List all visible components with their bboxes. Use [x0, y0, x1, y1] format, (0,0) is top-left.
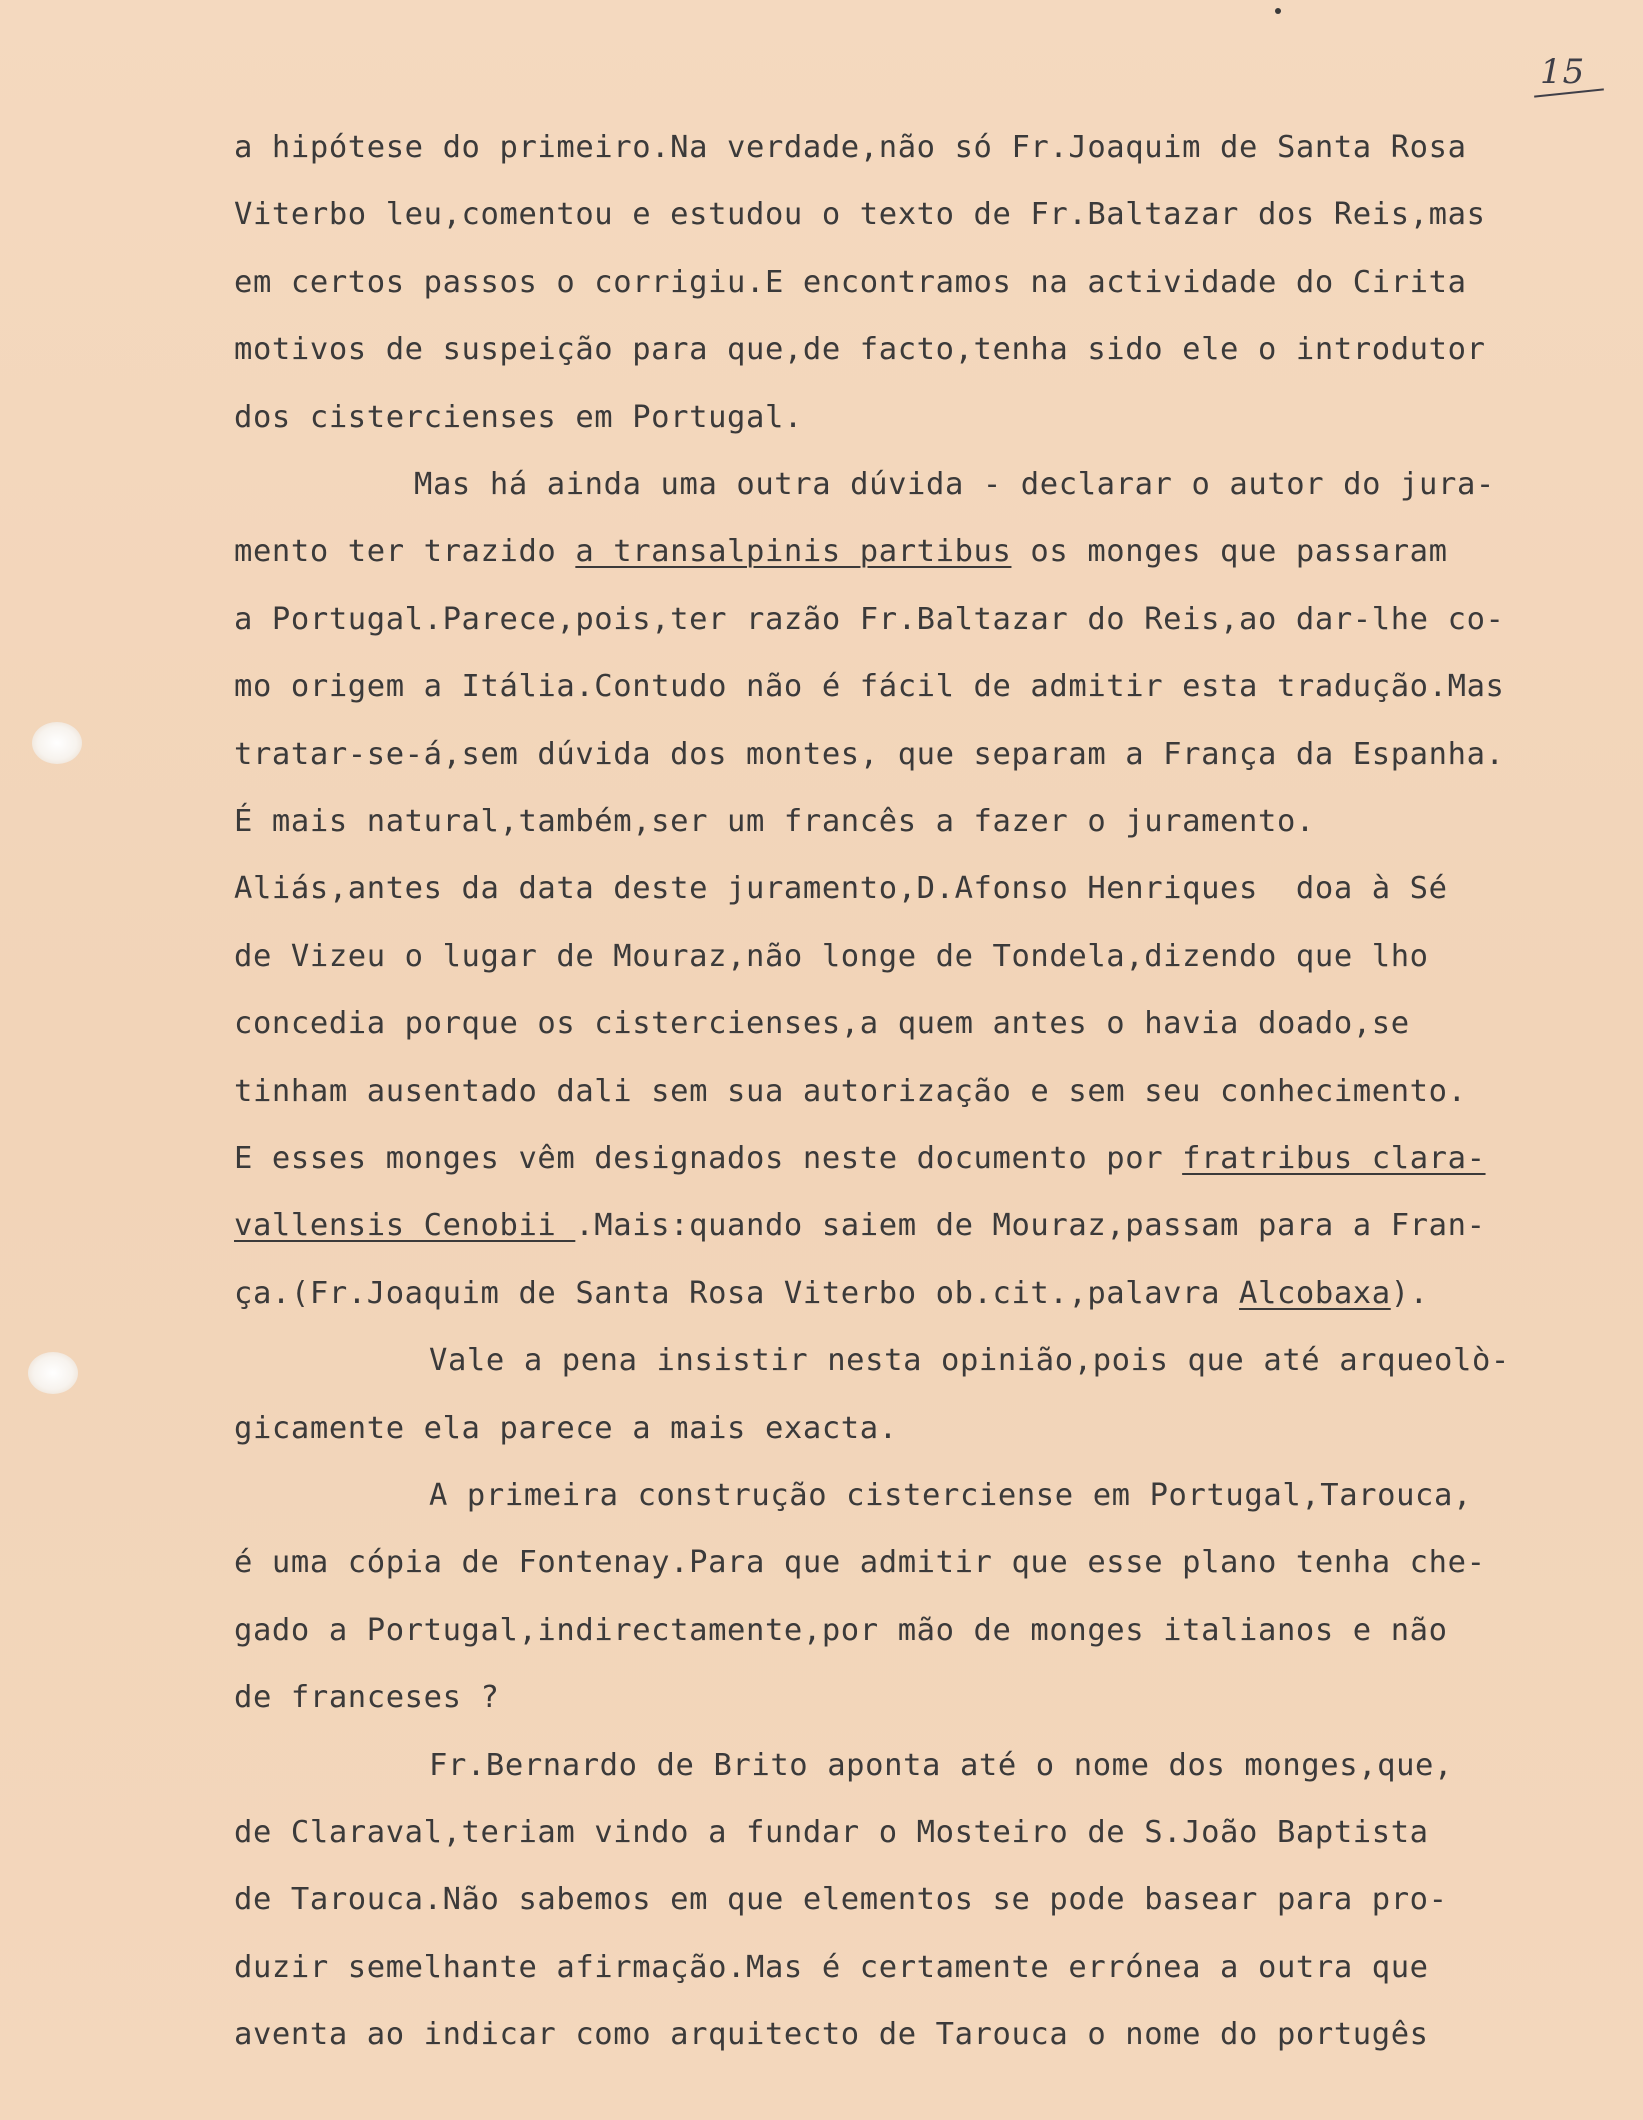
- text-line: [234, 263, 1467, 303]
- underlined-phrase: Alcobaxa: [1239, 1275, 1391, 1311]
- text-line: [234, 1678, 499, 1718]
- text-run: em certos passos o corrigiu.E encontramos na actividade do Cirita: [234, 264, 1467, 300]
- text-run: dos cistercienses em Portugal.: [234, 399, 803, 435]
- text-line: [234, 2015, 1429, 2055]
- text-line: [234, 1880, 1448, 1920]
- text-run: de Tarouca.Não sabemos em que elementos se pode basear para pro-: [234, 1882, 1448, 1918]
- text-line: [234, 1543, 1486, 1583]
- text-run: mento ter trazido: [234, 534, 576, 570]
- text-run: os monges que passaram: [1011, 534, 1448, 570]
- text-run: Aliás,antes da data deste juramento,D.Afonso Henriques doa à Sé: [234, 871, 1448, 907]
- text-run: de Vizeu o lugar de Mouraz,não longe de Tondela,dizendo que lho: [234, 938, 1429, 974]
- text-line: [234, 1813, 1429, 1853]
- text-run: Mas há ainda uma outra dúvida - declarar o autor do jura-: [414, 467, 1495, 502]
- text-line: [234, 1206, 1486, 1246]
- text-run: Viterbo leu,comentou e estudou o texto de Fr.Baltazar dos Reis,mas: [234, 197, 1486, 233]
- text-line: [234, 1139, 1486, 1179]
- ink-dot: [1275, 8, 1281, 14]
- text-run: gado a Portugal,indirectamente,por mão de monges italianos e não: [234, 1612, 1448, 1648]
- text-line: [234, 128, 1467, 168]
- text-run: Vale a pena insistir nesta opinião,pois que até arqueolò-: [429, 1343, 1510, 1379]
- text-run: duzir semelhante afirmação.Mas é certamente errónea a outra que: [234, 1949, 1429, 1985]
- punch-hole-top: [32, 722, 82, 764]
- text-line: [429, 1476, 1472, 1516]
- text-line: [234, 735, 1505, 775]
- text-run: E esses monges vêm designados neste documento por: [234, 1141, 1183, 1176]
- text-run: .Mais:quando saiem de Mouraz,passam para a Fran-: [575, 1208, 1486, 1244]
- text-line: [234, 869, 1448, 909]
- text-run: motivos de suspeição para que,de facto,tenha sido ele o introdutor: [234, 332, 1486, 368]
- text-run: A primeira construção cisterciense em Portugal,Tarouca,: [429, 1478, 1472, 1513]
- text-run: de franceses ?: [234, 1680, 500, 1716]
- text-run: é uma cópia de Fontenay.Para que admitir que esse plano tenha che-: [234, 1545, 1486, 1581]
- text-run: mo origem a Itália.Contudo não é fácil de admitir esta tradução.Mas: [234, 669, 1505, 705]
- text-run: a hipótese do primeiro.Na verdade,não só Fr.Joaquim de Santa Rosa: [234, 130, 1467, 165]
- text-run: a Portugal.Parece,pois,ter razão Fr.Baltazar do Reis,ao dar-lhe co-: [234, 601, 1505, 637]
- text-line: [234, 1072, 1467, 1112]
- text-run: tratar-se-á,sem dúvida dos montes, que separam a França da Espanha.: [234, 736, 1505, 772]
- text-line: [234, 1611, 1448, 1651]
- text-line: [234, 398, 803, 438]
- text-line: [234, 330, 1486, 370]
- page-number: 15: [1540, 52, 1586, 92]
- text-line: [234, 667, 1505, 707]
- underlined-phrase: a transalpinis partibus: [575, 534, 1012, 570]
- text-line: [234, 802, 1315, 842]
- text-run: tinham ausentado dali sem sua autorização e sem seu conhecimento.: [234, 1073, 1467, 1109]
- text-run: ).: [1390, 1275, 1429, 1311]
- text-run: gicamente ela parece a mais exacta.: [234, 1410, 898, 1446]
- text-line: [429, 1746, 1453, 1786]
- text-run: de Claraval,teriam vindo a fundar o Mosteiro de S.João Baptista: [234, 1815, 1429, 1850]
- text-line: [234, 1948, 1429, 1988]
- text-run: Fr.Bernardo de Brito aponta até o nome dos monges,que,: [429, 1747, 1453, 1783]
- text-line: [234, 1274, 1429, 1314]
- text-run: aventa ao indicar como arquitecto de Tarouca o nome do portugês: [234, 2017, 1429, 2053]
- text-run: ça.(Fr.Joaquim de Santa Rosa Viterbo ob.cit.,palavra: [234, 1275, 1240, 1311]
- text-line: [234, 532, 1448, 572]
- text-run: É mais natural,também,ser um francês a fazer o juramento.: [234, 804, 1315, 839]
- text-line: [429, 1341, 1510, 1381]
- underlined-phrase: fratribus clara-: [1182, 1141, 1486, 1176]
- text-run: concedia porque os cistercienses,a quem antes o havia doado,se: [234, 1006, 1410, 1042]
- text-line: [234, 1004, 1410, 1044]
- text-line: [234, 937, 1429, 977]
- text-line: [234, 195, 1486, 235]
- text-line: [234, 600, 1505, 640]
- punch-hole-bottom: [28, 1352, 78, 1394]
- text-line: [234, 1409, 898, 1449]
- text-line: [414, 465, 1495, 505]
- underlined-phrase: vallensis Cenobii: [234, 1208, 576, 1244]
